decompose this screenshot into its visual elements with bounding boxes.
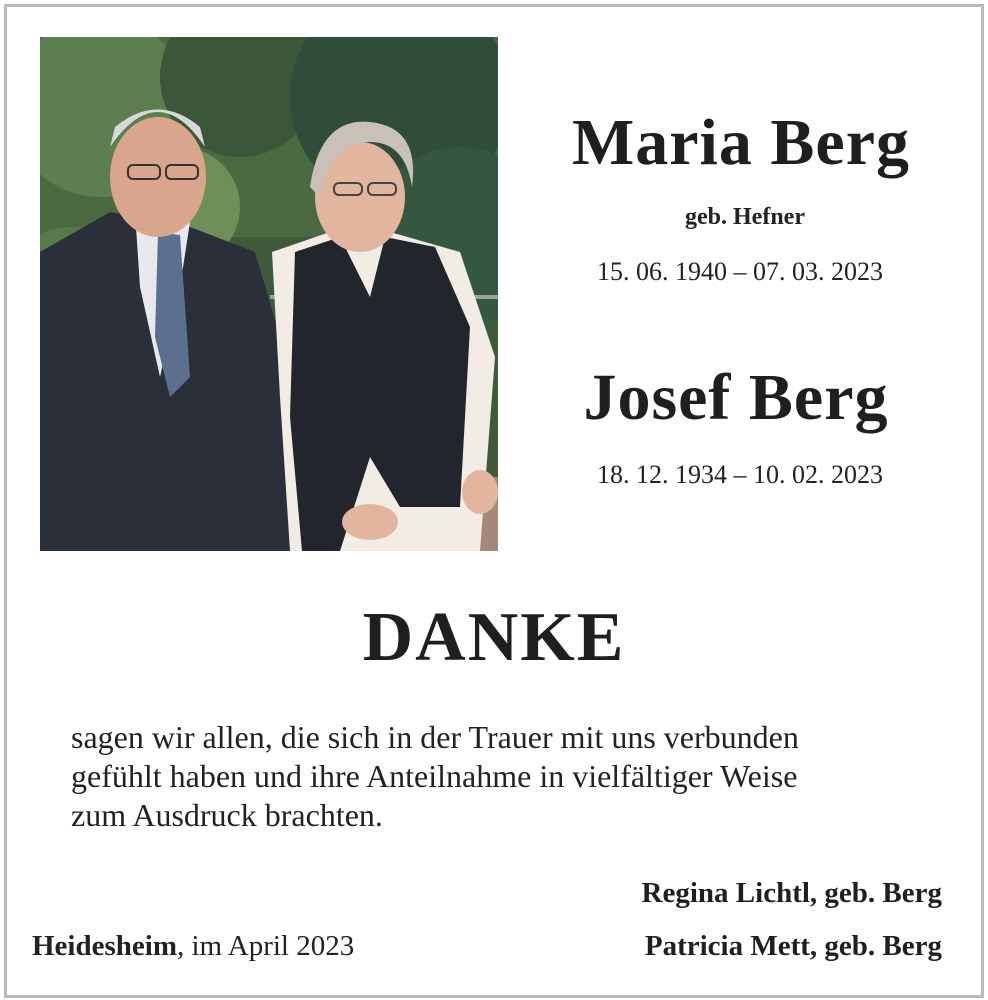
person1-birth-name: geb. Hefner: [685, 204, 805, 230]
person1-name: Maria Berg: [571, 106, 911, 179]
signer-name: Patricia Mett, geb. Berg: [644, 930, 942, 962]
thanks-message-line: sagen wir allen, die sich in der Trauer mit uns verbunden: [71, 719, 799, 755]
couple-photo: [40, 37, 498, 551]
thanks-message-line: zum Ausdruck brachten.: [71, 797, 383, 833]
person1-dates: 15. 06. 1940 – 07. 03. 2023: [597, 257, 883, 286]
place-date-line: [32, 930, 354, 963]
person2-name: Josef Berg: [583, 361, 889, 434]
thanks-message: [71, 718, 951, 835]
thanks-message-line: gefühlt haben und ihre Anteilnahme in vielfältiger Weise: [71, 758, 798, 794]
place-name: Heidesheim: [32, 930, 177, 962]
person2-dates: 18. 12. 1934 – 10. 02. 2023: [597, 460, 883, 489]
thanks-heading: DANKE: [362, 599, 626, 676]
date-text: , im April 2023: [177, 930, 355, 962]
signer-name: Regina Lichtl, geb. Berg: [641, 877, 942, 909]
